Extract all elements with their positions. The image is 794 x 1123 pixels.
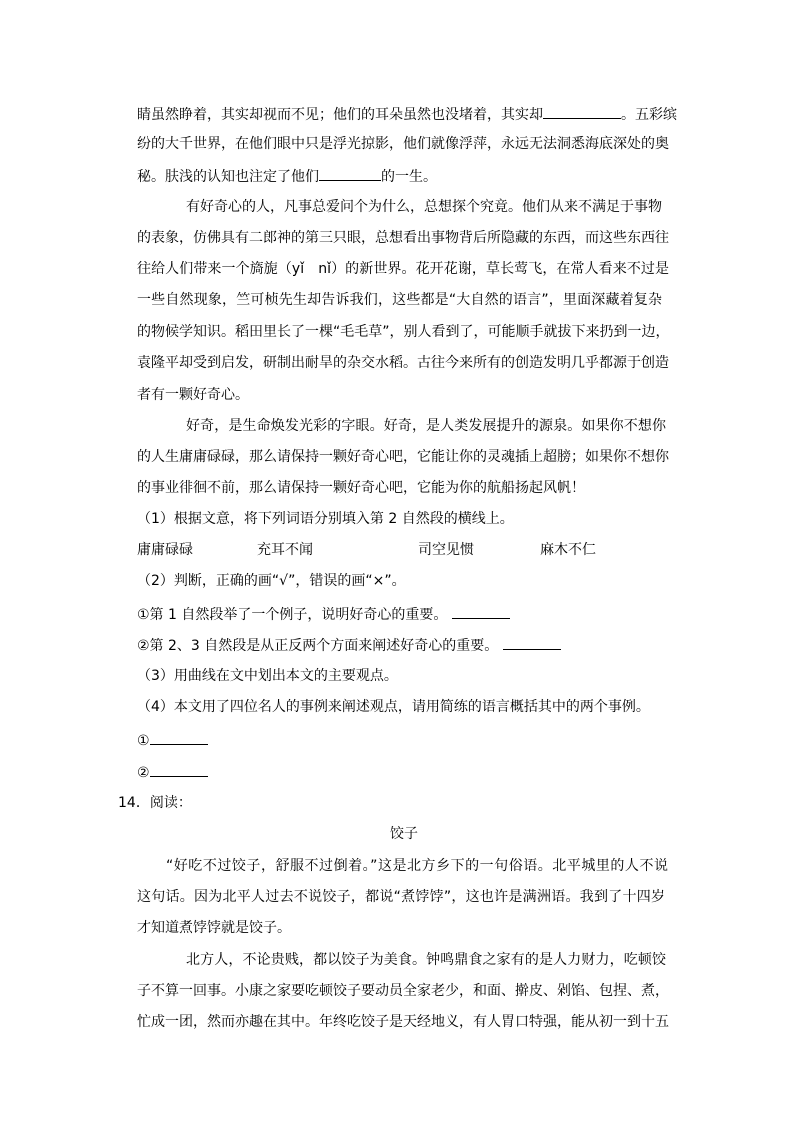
text-line: 北方人，不论贵贱，都以饺子为美食。钟鸣鼎食之家有的是人力财力，吃顿饺 bbox=[186, 952, 666, 968]
passage-title: 饺子 bbox=[390, 826, 418, 842]
text-line bbox=[137, 166, 669, 186]
text-line: 者有一颗好奇心。 bbox=[137, 387, 249, 403]
answer-blank[interactable] bbox=[150, 762, 208, 777]
text-line: “好吃不过饺子，舒服不过倒着。”这是北方乡下的一句俗语。北平城里的人不说 bbox=[166, 858, 668, 874]
text-line: 这句话。因为北平人过去不说饺子，都说“煮饽饽”，这也许是满洲语。我到了十四岁 bbox=[137, 889, 665, 905]
question-2b bbox=[137, 635, 669, 655]
text: ② bbox=[137, 765, 150, 781]
answer-blank[interactable] bbox=[452, 604, 510, 619]
text-line: 的物候学知识。稻田里长了一棵“毛毛草”，别人看到了，可能顺手就拔下来扔到一边， bbox=[137, 324, 670, 340]
text-line: 往给人们带来一个旖旎（yǐ nǐ）的新世界。花开花谢，草长莺飞，在常人看来不过是 bbox=[137, 261, 669, 277]
answer-blank[interactable] bbox=[543, 104, 621, 119]
text: 秘。肤浅的认知也注定了他们 bbox=[137, 169, 319, 185]
text-line: 有好奇心的人，凡事总爱问个为什么，总想探个究竟。他们从来不满足于事物 bbox=[186, 199, 662, 215]
text: ①第 1 自然段举了一个例子，说明好奇心的重要。 bbox=[137, 607, 448, 623]
word-option: 司空见惯 bbox=[418, 542, 474, 558]
text-line: 的表象，仿佛具有二郎神的第三只眼，总想看出事物背后所隐藏的东西，而这些东西往 bbox=[137, 230, 669, 246]
text: 。五彩缤 bbox=[621, 107, 677, 123]
question-2: （2）判断，正确的画“√”，错误的画“×”。 bbox=[137, 573, 406, 589]
answer-blank[interactable] bbox=[150, 730, 208, 745]
answer-blank[interactable] bbox=[319, 166, 381, 181]
text: 睛虽然睁着，其实却视而不见；他们的耳朵虽然也没堵着，其实却 bbox=[137, 107, 543, 123]
question-1: （1）根据文意，将下列词语分别填入第 2 自然段的横线上。 bbox=[137, 511, 514, 527]
word-option: 庸庸碌碌 bbox=[137, 542, 193, 558]
text-line: 好奇，是生命焕发光彩的字眼。好奇，是人类发展提升的源泉。如果你不想你 bbox=[186, 418, 666, 434]
text-line: 袁隆平却受到启发，研制出耐旱的杂交水稻。古往今来所有的创造发明几乎都源于创造 bbox=[137, 355, 669, 371]
text: ① bbox=[137, 733, 150, 749]
text-line: 子不算一回事。小康之家要吃顿饺子要动员全家老少，和面、擀皮、剁馅、包捏、煮， bbox=[137, 983, 669, 999]
question-4b bbox=[137, 762, 669, 782]
question-3: （3）用曲线在文中划出本文的主要观点。 bbox=[137, 668, 398, 684]
text-line bbox=[137, 104, 677, 124]
text-line: 忙成一团，然而亦趣在其中。年终吃饺子是天经地义，有人胃口特强，能从初一到十五 bbox=[137, 1014, 669, 1030]
question-4: （4）本文用了四位名人的事例来阐述观点，请用简练的语言概括其中的两个事例。 bbox=[137, 699, 650, 715]
text: 的一生。 bbox=[381, 169, 437, 185]
section-heading: 14．阅读： bbox=[118, 795, 192, 811]
text-line: 的人生庸庸碌碌，那么请保持一颗好奇心吧，它能让你的灵魂插上超膀；如果你不想你 bbox=[137, 449, 669, 465]
question-2a bbox=[137, 604, 669, 624]
text-line: 的事业徘徊不前，那么请保持一颗好奇心吧，它能为你的航船扬起风帆！ bbox=[137, 480, 585, 496]
question-4a bbox=[137, 730, 669, 750]
answer-blank[interactable] bbox=[503, 635, 561, 650]
text-line: 才知道煮饽饽就是饺子。 bbox=[137, 920, 291, 936]
word-option: 麻木不仁 bbox=[540, 542, 596, 558]
text: ②第 2、3 自然段是从正反两个方面来阐述好奇心的重要。 bbox=[137, 638, 499, 654]
word-option: 充耳不闻 bbox=[257, 542, 313, 558]
text-line: 纷的大千世界，在他们眼中只是浮光掠影，他们就像浮萍，永远无法洞悉海底深处的奥 bbox=[137, 136, 669, 152]
text-line: 一些自然现象，竺可桢先生却告诉我们，这些都是“大自然的语言”，里面深藏着复杂 bbox=[137, 292, 662, 308]
